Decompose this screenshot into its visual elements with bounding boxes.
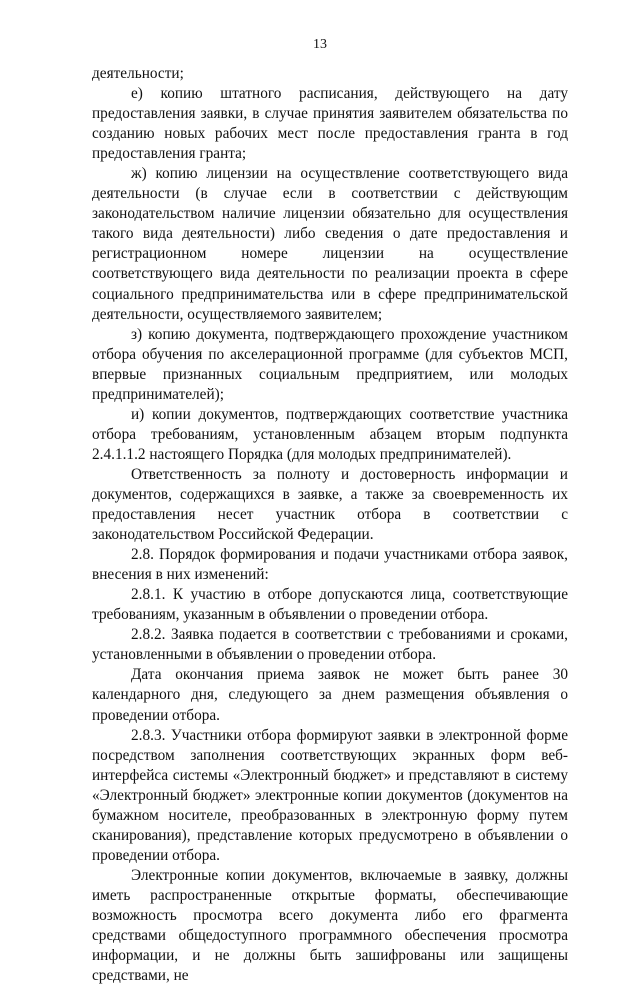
paragraph-deadline: Дата окончания приема заявок не может быть ранее 30 календарного дня, следующего за днем размещения объявления о проведении отбора. [92, 666, 568, 724]
paragraph-electronic-copies: Электронные копии документов, включаемые в заявку, должны иметь распространенные открытые форматы, обеспечивающие возможность просмотра всего документа либо его фрагмента средствами общедоступного программного обеспечения просмотра информации, и не должны быть зашифрованы или защищены средствами, не [92, 866, 568, 985]
paragraph-2-8-3: 2.8.3. Участники отбора формируют заявки в электронной форме посредством заполнения соответствующих экранных форм веб-интерфейса системы «Электронный бюджет» и представляют в систему «Электронный бюджет» электронные копии документов (документов на бумажном носителе, преобразованных в электронную форму путем сканирования), представление которых предусмотрено в объявлении о проведении отбора. [92, 726, 568, 864]
paragraph-2-8-2: 2.8.2. Заявка подается в соответствии с требованиями и сроками, установленными в объявлении о проведении отбора. [92, 626, 568, 664]
paragraph-continuation: деятельности; [92, 65, 184, 82]
paragraph-2-8-1: 2.8.1. К участию в отборе допускаются лица, соответствующие требованиям, указанным в объявлении о проведении отбора. [92, 586, 568, 624]
paragraph-2-8: 2.8. Порядок формирования и подачи участниками отбора заявок, внесения в них изменений: [92, 546, 568, 584]
document-body [92, 64, 568, 986]
paragraph-item-z: з) копию документа, подтверждающего прохождение участником отбора обучения по акселерационной программе (для субъектов МСП, впервые признанных социальным предприятием, или молодых предпринимателей); [92, 325, 568, 403]
paragraph-item-zh: ж) копию лицензии на осуществление соответствующего вида деятельности (в случае если в соответствии с действующим законодательством наличие лицензии обязательно для осуществления такого вида деятельности) либо сведения о дате предоставления и регистрационном номере лицензии на осуществление соответствующего вида деятельности по реализации проекта в сфере социального предпринимательства или в сфере предпринимательской деятельности, осуществляемого заявителем; [92, 165, 568, 323]
paragraph-item-i: и) копии документов, подтверждающих соответствие участника отбора требованиям, установленным абзацем вторым подпункта 2.4.1.1.2 настоящего Порядка (для молодых предпринимателей). [92, 405, 568, 463]
paragraph-item-e: е) копию штатного расписания, действующего на дату предоставления заявки, в случае принятия заявителем обязательства по созданию новых рабочих мест после предоставления гранта в год предоставления гранта; [92, 85, 568, 163]
page-number: 13 [313, 37, 327, 52]
paragraph-responsibility: Ответственность за полноту и достоверность информации и документов, содержащихся в заявке, а также за своевременность их предоставления несет участник отбора в соответствии с законодательством Российской Федерации. [92, 465, 568, 544]
